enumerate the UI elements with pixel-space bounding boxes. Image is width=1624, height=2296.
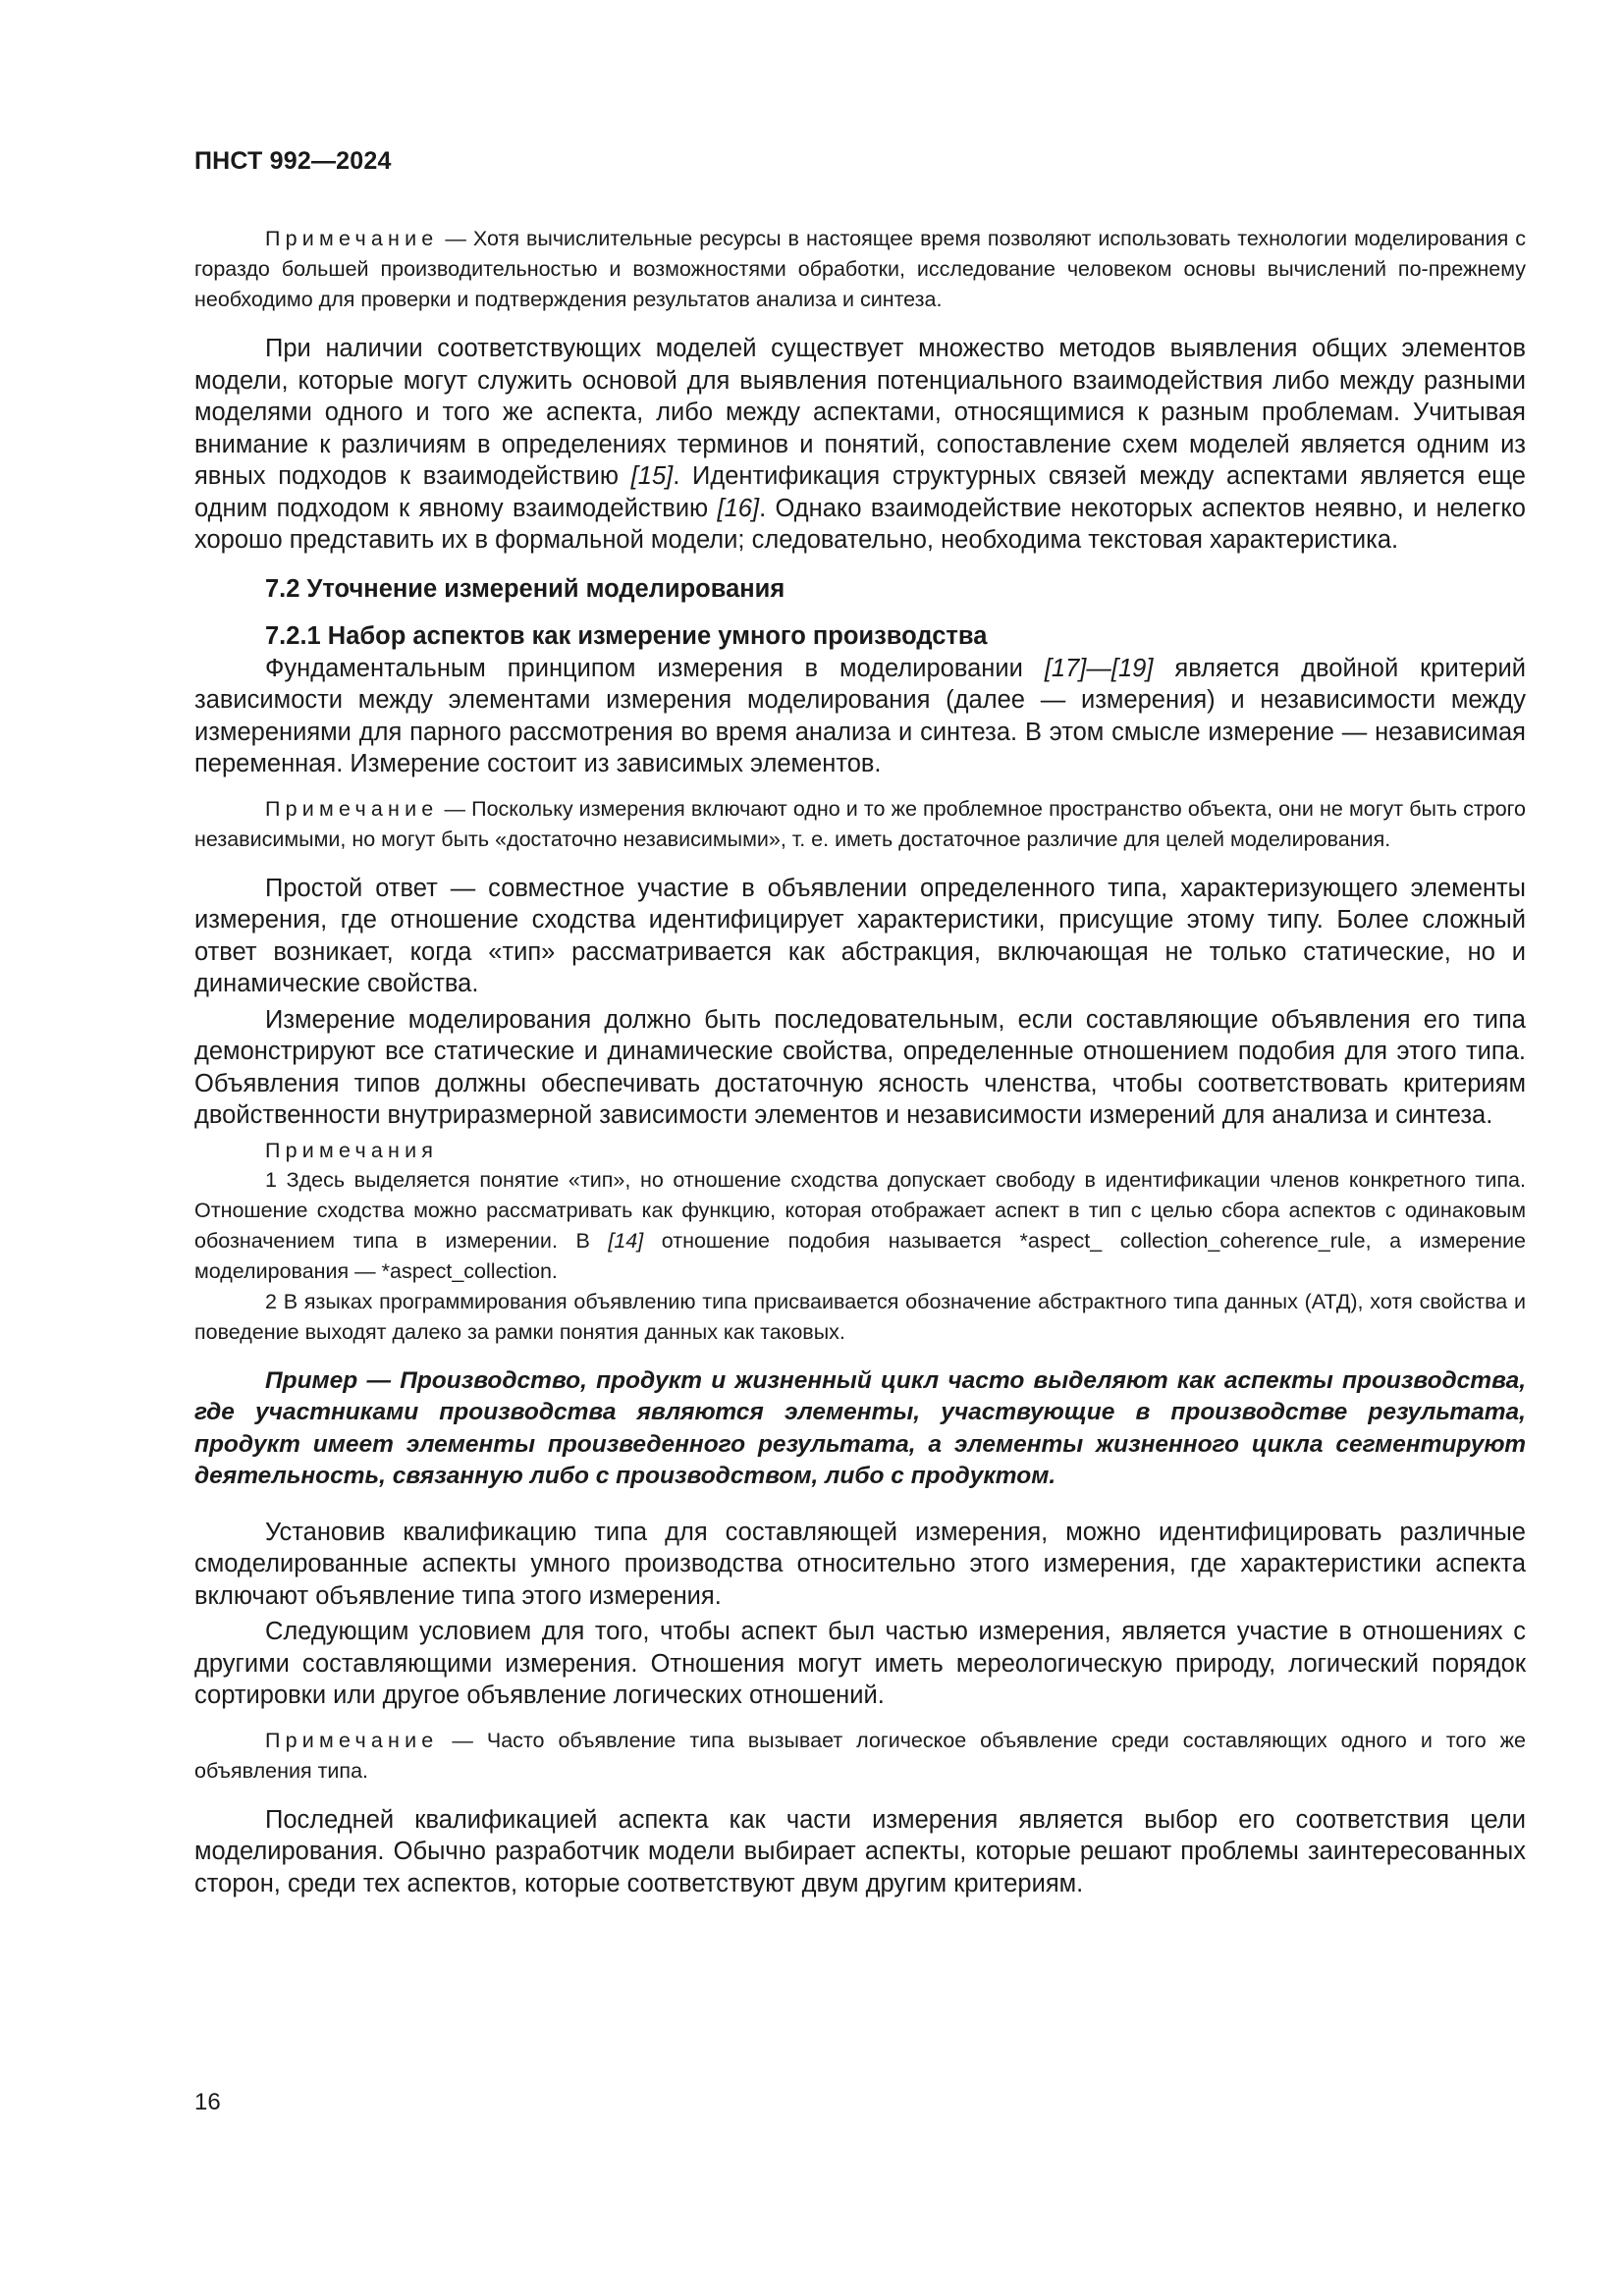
paragraph-text: Фундаментальным принципом измерения в моделировании bbox=[265, 654, 1045, 682]
note-item-1 bbox=[194, 1165, 1526, 1287]
note-text: 1 Здесь выделяется понятие «тип», но отношение сходства допускает свободу в идентификации членов конкретного типа. Отношение сходства можно рассматривать как функцию, которая отображает аспект в тип с целью сбора аспектов с одинаковым обозначением типа в измерении. В bbox=[194, 1167, 1526, 1253]
note-text: — Поскольку измерения включают одно и то же проблемное пространство объекта, они не могут быть строго независимыми, но могут быть «достаточно независимыми», т. е. иметь достаточное различие для целей моделирования. bbox=[194, 796, 1526, 851]
reference-dash: — bbox=[1086, 654, 1111, 682]
note-label: Примечание bbox=[265, 227, 439, 250]
page-number: 16 bbox=[194, 2089, 221, 2115]
note-label: Примечание bbox=[265, 796, 439, 821]
reference-14: [14] bbox=[608, 1228, 644, 1253]
paragraph-1 bbox=[194, 333, 1526, 557]
note-1 bbox=[194, 224, 1526, 315]
example-paragraph: Пример — Производство, продукт и жизненный цикл часто выделяют как аспекты производства, где участниками производства являются элементы, участвующие в производстве результата, продукт имеет элементы произведенного результата, а элементы жизненного цикла сегментируют деятельность, связанную либо с производством, либо с продуктом. bbox=[194, 1366, 1526, 1489]
reference-16: [16] bbox=[717, 494, 760, 522]
note-2 bbox=[194, 794, 1526, 855]
note-3 bbox=[194, 1726, 1526, 1787]
paragraph-text: является двойной критерий зависимости между элементами измерения моделирования (далее — измерения) и независимости между измерениями для парного рассмотрения во время анализа и синтеза. В этом смысле измерение — независимая переменная. Измерение состоит из зависимых элементов. bbox=[194, 654, 1526, 777]
paragraph-3: Простой ответ — совместное участие в объявлении определенного типа, характеризующего элементы измерения, где отношение сходства идентифицирует характеристики, присущие этому типу. Более сложный ответ возникает, когда «тип» рассматривается как абстракция, включающая не только статические, но и динамические свойства. bbox=[194, 874, 1526, 997]
note-text: отношение подобия называется *aspect_ collection_coherence_rule, а измерение моделирования — *aspect_collection. bbox=[194, 1228, 1526, 1283]
paragraph-text: . Однако взаимодействие некоторых аспектов неявно, и нелегко хорошо представить их в формальной модели; следовательно, необходима текстовая характеристика. bbox=[194, 494, 1526, 554]
note-item-2: 2 В языках программирования объявлению типа присваивается обозначение абстрактного типа данных (АТД), хотя свойства и поведение выходят далеко за рамки понятия данных как таковых. bbox=[194, 1289, 1526, 1344]
note-text: — Хотя вычислительные ресурсы в настоящее время позволяют использовать технологии моделирования с гораздо большей производительностью и возможностями обработки, исследование человеком основы вычислений по-прежнему необходимо для проверки и подтверждения результатов анализа и синтеза. bbox=[194, 227, 1526, 311]
paragraph-text: . Идентификация структурных связей между аспектами является еще одним подходом к явному взаимодействию bbox=[194, 462, 1526, 522]
paragraph-4: Измерение моделирования должно быть последовательным, если составляющие объявления его типа демонстрируют все статические и динамические свойства, определенные отношением подобия для этого типа. Объявления типов должны обеспечивать достаточную ясность членства, чтобы соответствовать критериям двойственности внутриразмерной зависимости элементов и независимости измерений для анализа и синтеза. bbox=[194, 1005, 1526, 1129]
paragraph-text: При наличии соответствующих моделей существует множество методов выявления общих элементов модели, которые могут служить основой для выявления потенциального взаимодействия либо между разными моделями одного и того же аспекта, либо между аспектами, относящимися к разным проблемам. Учитывая внимание к различиям в определениях терминов и понятий, сопоставление схем моделей является одним из явных подходов к взаимодействию bbox=[194, 335, 1526, 490]
reference-15: [15] bbox=[630, 462, 674, 490]
notes-title: Примечания bbox=[265, 1138, 439, 1162]
page-body bbox=[194, 224, 1526, 1913]
section-heading-7-2-1: 7.2.1 Набор аспектов как измерение умного производства bbox=[265, 621, 988, 650]
document-code-header: ПНСТ 992—2024 bbox=[194, 147, 392, 175]
note-label: Примечание bbox=[265, 1728, 439, 1752]
paragraph-7: Последней квалификацией аспекта как части измерения является выбор его соответствия цели моделирования. Обычно разработчик модели выбирает аспекты, которые решают проблемы заинтересованных сторон, среди тех аспектов, которые соответствуют двум другим критериям. bbox=[194, 1805, 1526, 1897]
note-text: — Часто объявление типа вызывает логическое объявление среди составляющих одного и того же объявления типа. bbox=[194, 1728, 1526, 1783]
paragraph-6: Следующим условием для того, чтобы аспект был частью измерения, является участие в отношениях с другими составляющими измерения. Отношения могут иметь мереологическую природу, логический порядок сортировки или другое объявление логических отношений. bbox=[194, 1618, 1526, 1709]
reference-17: [17] bbox=[1044, 654, 1087, 682]
paragraph-5: Установив квалификацию типа для составляющей измерения, можно идентифицировать различные смоделированные аспекты умного производства относительно этого измерения, где характеристики аспекта включают объявление типа этого измерения. bbox=[194, 1518, 1526, 1610]
reference-19: [19] bbox=[1110, 654, 1154, 682]
section-heading-7-2: 7.2 Уточнение измерений моделирования bbox=[265, 574, 785, 603]
document-page bbox=[194, 0, 1526, 2296]
paragraph-2 bbox=[194, 653, 1526, 780]
